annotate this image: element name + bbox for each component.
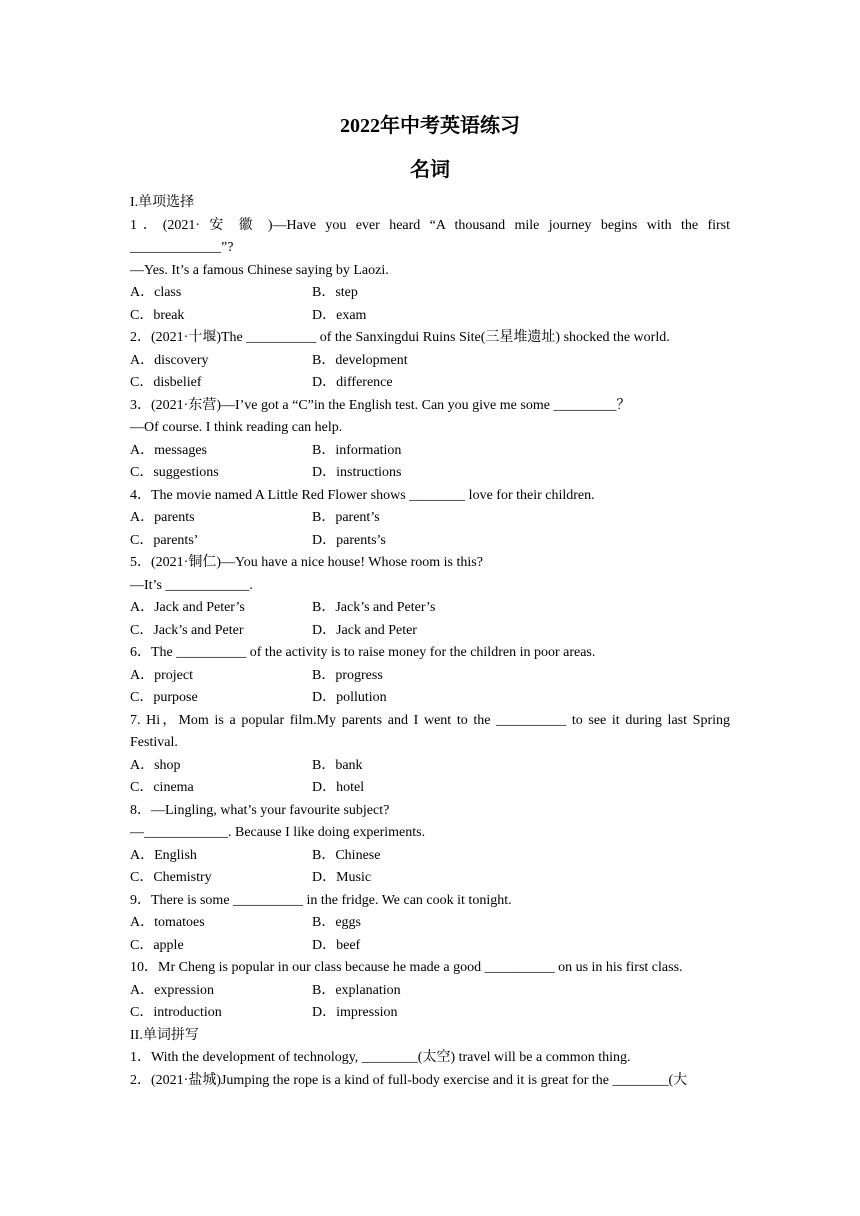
- options-row: [130, 282, 730, 305]
- option-d: D．impression: [312, 1005, 398, 1020]
- option-d: D．Music: [312, 870, 372, 885]
- options-row: [130, 305, 730, 328]
- page-title: 2022年中考英语练习: [340, 115, 520, 137]
- option-d: D．instructions: [312, 465, 402, 480]
- section-heading: II.单词拼写: [130, 1027, 199, 1043]
- question-text: —Of course. I think reading can help.: [130, 420, 343, 435]
- option-b: B．eggs: [312, 915, 361, 930]
- question-item: [130, 800, 730, 890]
- option-c: C．introduction: [130, 1005, 222, 1020]
- options-row: [130, 980, 730, 1003]
- document-page: [130, 112, 730, 1092]
- spelling-item: 1．With the development of technology, ________(太空) travel will be a common thing.: [130, 1050, 631, 1065]
- question-text: —It’s ____________.: [130, 577, 253, 593]
- question-item: [130, 710, 730, 800]
- question-text: —Yes. It’s a famous Chinese saying by Laozi.: [130, 262, 389, 278]
- options-row: [130, 620, 730, 643]
- question-item: [130, 327, 730, 395]
- option-a: A．discovery: [130, 352, 209, 368]
- question-text: 10．Mr Cheng is popular in our class because he made a good __________ on us in his first class.: [130, 960, 683, 975]
- options-row: [130, 867, 730, 890]
- question-item: [130, 215, 730, 328]
- question-text: 7. Hi，Mom is a popular film.My parents and I went to the __________ to see it during last Spring: [130, 712, 730, 728]
- option-a: A．messages: [130, 442, 207, 458]
- question-text: —____________. Because I like doing experiments.: [130, 825, 426, 840]
- option-a: A．tomatoes: [130, 915, 205, 930]
- option-c: C．purpose: [130, 690, 198, 705]
- options-row: [130, 755, 730, 778]
- option-d: D．pollution: [312, 690, 387, 705]
- options-row: [130, 440, 730, 463]
- question-text: 3．(2021·东营)—I’ve got a “C”in the English test. Can you give me some _________？: [130, 397, 631, 413]
- option-b: B．parent’s: [312, 510, 380, 525]
- question-text: Festival.: [130, 735, 178, 750]
- question-text: _____________”?: [130, 240, 234, 255]
- section-heading: I.单项选择: [130, 195, 195, 210]
- options-row: [130, 597, 730, 620]
- option-a: A．expression: [130, 982, 214, 998]
- option-c: C．suggestions: [130, 465, 219, 480]
- question-item: [130, 642, 730, 710]
- question-item: [130, 890, 730, 958]
- option-a: A．parents: [130, 510, 195, 525]
- options-row: [130, 350, 730, 373]
- option-c: C．Jack’s and Peter: [130, 622, 244, 638]
- options-row: [130, 912, 730, 935]
- option-a: A．English: [130, 847, 197, 863]
- question-text: 9．There is some __________ in the fridge. We can cook it tonight.: [130, 892, 512, 908]
- options-row: [130, 372, 730, 395]
- option-a: A．project: [130, 667, 193, 683]
- option-c: C．apple: [130, 937, 184, 953]
- options-row: [130, 1002, 730, 1025]
- question-text: 1．(2021· 安 徽 )—Have you ever heard “A thousand mile journey begins with the first: [130, 217, 730, 233]
- option-c: C．Chemistry: [130, 870, 212, 885]
- option-d: D．beef: [312, 937, 361, 953]
- question-text: 8．—Lingling, what’s your favourite subject?: [130, 802, 390, 818]
- options-row: [130, 687, 730, 710]
- option-b: B．Chinese: [312, 847, 381, 863]
- question-text: 6．The __________ of the activity is to raise money for the children in poor areas.: [130, 645, 596, 660]
- option-c: C．parents’: [130, 532, 199, 548]
- page-subtitle: 名词: [410, 159, 450, 181]
- option-d: D．difference: [312, 375, 393, 390]
- option-d: D．Jack and Peter: [312, 622, 417, 638]
- option-d: D．hotel: [312, 780, 365, 795]
- option-d: D．exam: [312, 307, 367, 323]
- question-text: 5．(2021·铜仁)—You have a nice house! Whose room is this?: [130, 555, 483, 570]
- option-d: D．parents’s: [312, 532, 386, 548]
- option-b: B．Jack’s and Peter’s: [312, 600, 436, 615]
- option-a: A．class: [130, 285, 182, 300]
- option-b: B．explanation: [312, 982, 401, 998]
- spelling-item: 2．(2021·盐城)Jumping the rope is a kind of full-body exercise and it is great for the ________(大: [130, 1072, 688, 1088]
- question-text: 4．The movie named A Little Red Flower shows ________ love for their children.: [130, 487, 595, 503]
- option-a: A．shop: [130, 757, 181, 773]
- option-c: C．break: [130, 307, 185, 323]
- option-c: C．disbelief: [130, 375, 202, 390]
- options-row: [130, 507, 730, 530]
- question-item: [130, 395, 730, 485]
- options-row: [130, 462, 730, 485]
- option-c: C．cinema: [130, 780, 194, 795]
- options-row: [130, 845, 730, 868]
- option-b: B．development: [312, 352, 408, 368]
- options-row: [130, 665, 730, 688]
- options-row: [130, 777, 730, 800]
- question-text: 2．(2021·十堰)The __________ of the Sanxingdui Ruins Site(三星堆遗址) shocked the world.: [130, 330, 670, 345]
- question-item: [130, 552, 730, 642]
- option-b: B．progress: [312, 667, 383, 683]
- options-row: [130, 935, 730, 958]
- option-a: A．Jack and Peter’s: [130, 600, 245, 615]
- option-b: B．information: [312, 442, 402, 458]
- options-row: [130, 530, 730, 553]
- option-b: B．step: [312, 285, 358, 300]
- option-b: B．bank: [312, 757, 363, 773]
- question-item: [130, 485, 730, 553]
- question-item: [130, 957, 730, 1025]
